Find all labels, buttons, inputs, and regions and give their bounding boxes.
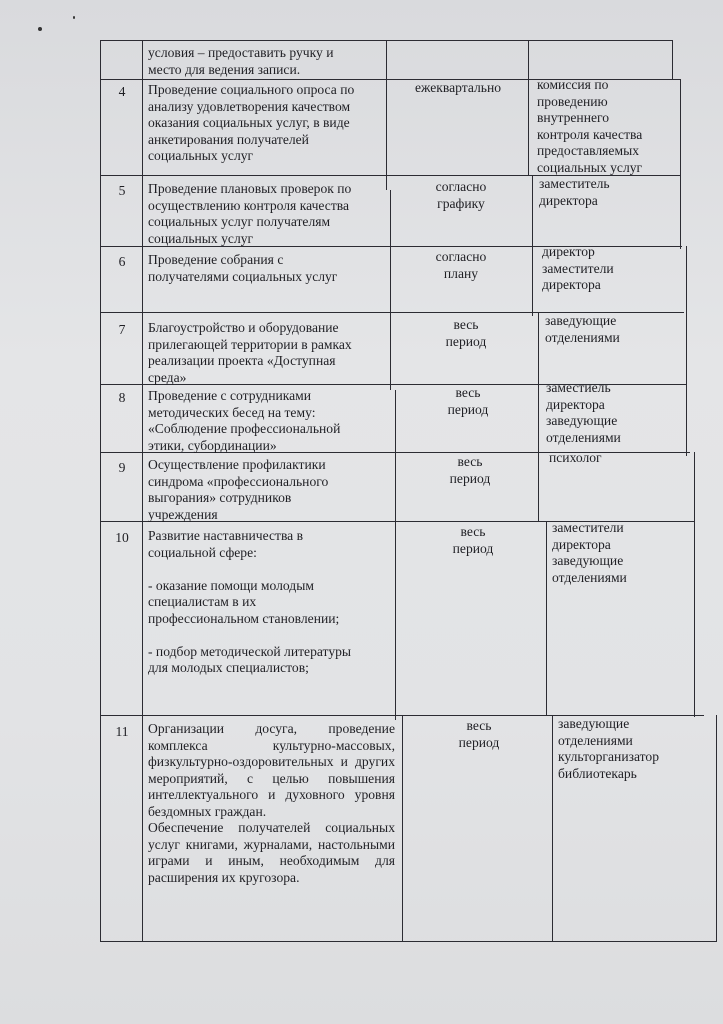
col-divider	[538, 312, 539, 522]
responsible-cell: комиссия по проведению внутреннего контроля качества предоставляемых социальных услуг	[537, 77, 643, 175]
responsible-cell: заведующие отделениями культорганизатор библиотекарь	[558, 716, 659, 781]
responsible-cell: директор заместители директора	[542, 244, 614, 292]
task-cell: Проведение с сотрудниками методических бесед на тему: «Соблюдение профессиональной этики, субординации»	[148, 388, 341, 453]
row-number: 9	[118, 460, 126, 475]
task-cell: Организации досуга, проведение комплекса культурно-массовых, физкультурно-оздоровительных и других мероприятий, с целью повышения интеллектуального и духовного уровня бездомных граждан. Обеспечение получателей социальных услуг книгами, журналами, настольными играми и иным, необходимым для расширения их кругозора.	[148, 721, 395, 885]
period-cell: весь период	[452, 524, 494, 556]
responsible-cell: психолог	[549, 450, 602, 465]
row-number: 7	[118, 322, 126, 337]
col-divider	[532, 176, 533, 316]
col-divider	[142, 40, 143, 942]
row-number: 4	[118, 84, 126, 99]
period-cell: согласно графику	[435, 179, 487, 211]
responsible-cell: заместители директора заведующие отделениями	[552, 520, 627, 585]
col-divider	[402, 715, 403, 942]
period-cell: весь период	[458, 718, 500, 750]
period-cell: согласно плану	[435, 249, 487, 281]
task-cell: Осуществление профилактики синдрома «профессионального выгорания» сотрудников учреждения	[148, 457, 329, 522]
row-number: 10	[115, 530, 129, 545]
task-cell: Благоустройство и оборудование прилегающей территории в рамках реализации проекта «Доступная среда»	[148, 320, 352, 385]
responsible-cell: заведующие отделениями	[545, 313, 620, 345]
table-left-border	[100, 40, 101, 942]
task-cell: условия – предоставить ручку и место для ведения записи.	[148, 45, 334, 77]
period-cell: весь период	[447, 385, 489, 417]
task-cell: Проведение плановых проверок по осуществлению контроля качества социальных услуг получателям социальных услуг	[148, 181, 352, 246]
row-number: 8	[118, 390, 126, 405]
row-number: 6	[118, 254, 126, 269]
period-cell: ежеквартально	[414, 80, 502, 95]
row-number: 11	[115, 724, 129, 739]
table-bottom-border	[100, 941, 716, 942]
table-right-border	[716, 715, 717, 942]
task-cell: Проведение собрания с получателями социальных услуг	[148, 252, 338, 284]
row-number: 5	[118, 183, 126, 198]
task-cell: Развитие наставничества в социальной сфере: - оказание помощи молодым специалистам в их профессиональном становлении; - подбор методической литературы для молодых специалистов;	[148, 528, 352, 675]
responsible-cell: заместитель директора	[539, 176, 610, 208]
col-divider	[386, 40, 387, 190]
table-right-border	[694, 452, 695, 717]
col-divider	[546, 521, 547, 716]
task-cell: Проведение социального опроса по анализу удовлетворения качеством оказания социальных услуг, в виде анкетирования получателей социальных услуг	[148, 82, 355, 163]
table-right-border	[680, 79, 681, 249]
col-divider	[528, 40, 529, 176]
period-cell: весь период	[445, 317, 487, 349]
col-divider	[552, 715, 553, 942]
responsible-cell: заместиель директора заведующие отделениями	[546, 380, 621, 445]
period-cell: весь период	[449, 454, 491, 486]
table-right-border	[672, 40, 673, 80]
